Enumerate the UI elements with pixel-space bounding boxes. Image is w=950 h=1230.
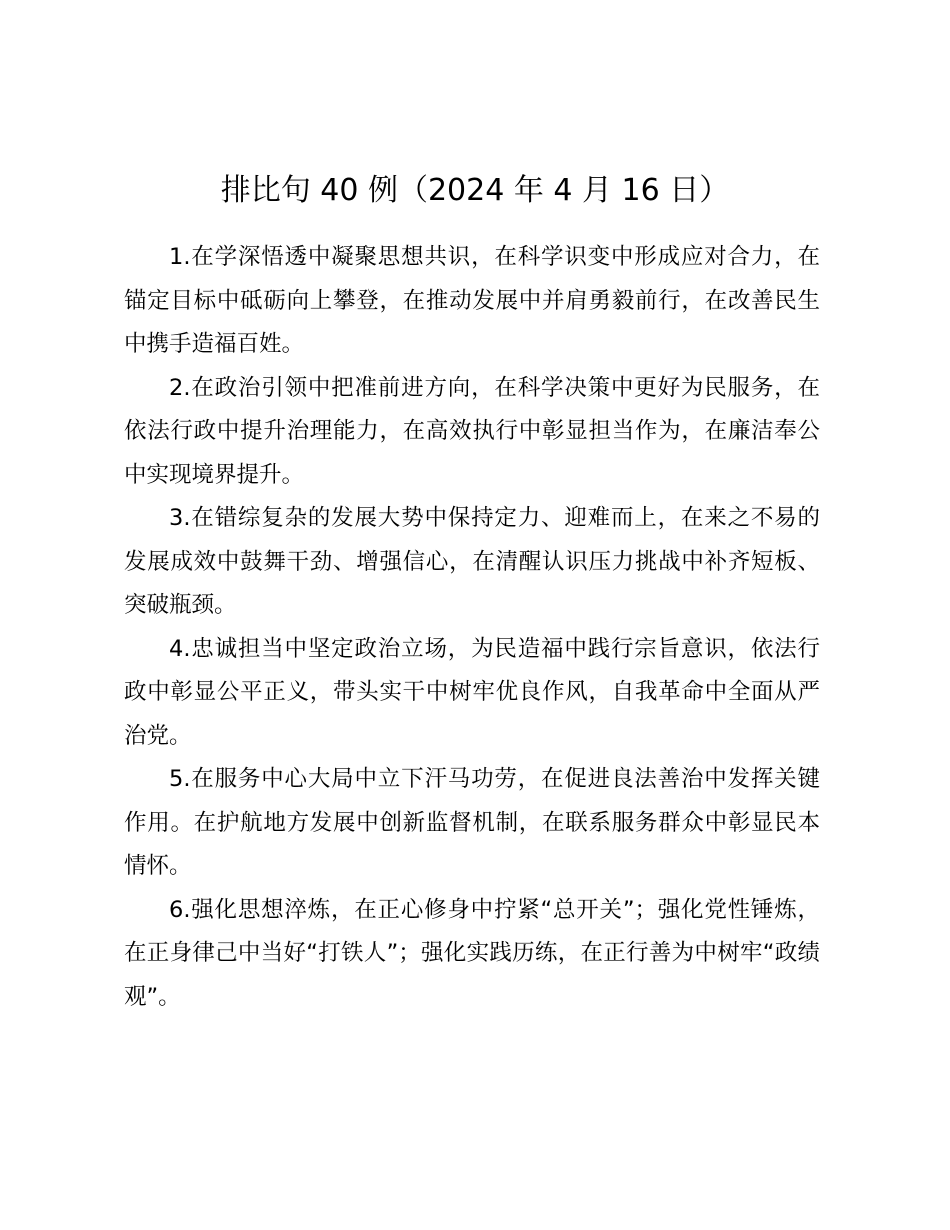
paragraph-6: 6.强化思想淬炼，在正心修身中拧紧“总开关”；强化党性锤炼，在正身律己中当好“打铁人”；强化实践历练，在正行善为中树牢“政绩观”。 <box>124 896 820 1010</box>
paragraph-4: 4.忠诚担当中坚定政治立场，为民造福中践行宗旨意识，依法行政中彰显公平正义，带头实干中树牢优良作风，自我革命中全面从严治党。 <box>124 635 820 749</box>
paragraph-3: 3.在错综复杂的发展大势中保持定力、迎难而上，在来之不易的发展成效中鼓舞干劲、增强信心，在清醒认识压力挑战中补齐短板、突破瓶颈。 <box>124 505 820 618</box>
paragraph-1: 1.在学深悟透中凝聚思想共识，在科学识变中形成应对合力，在锚定目标中砥砺向上攀登，在推动发展中并肩勇毅前行，在改善民生中携手造福百姓。 <box>124 244 820 357</box>
document-body <box>124 236 820 1019</box>
paragraph-2: 2.在政治引领中把准前进方向，在科学决策中更好为民服务，在依法行政中提升治理能力，在高效执行中彰显担当作为，在廉洁奉公中实现境界提升。 <box>124 374 820 488</box>
document-title: 排比句 40 例（2024 年 4 月 16 日） <box>220 173 730 208</box>
paragraph-5: 5.在服务中心大局中立下汗马功劳，在促进良法善治中发挥关键作用。在护航地方发展中创新监督机制，在联系服务群众中彰显民本情怀。 <box>124 766 820 879</box>
